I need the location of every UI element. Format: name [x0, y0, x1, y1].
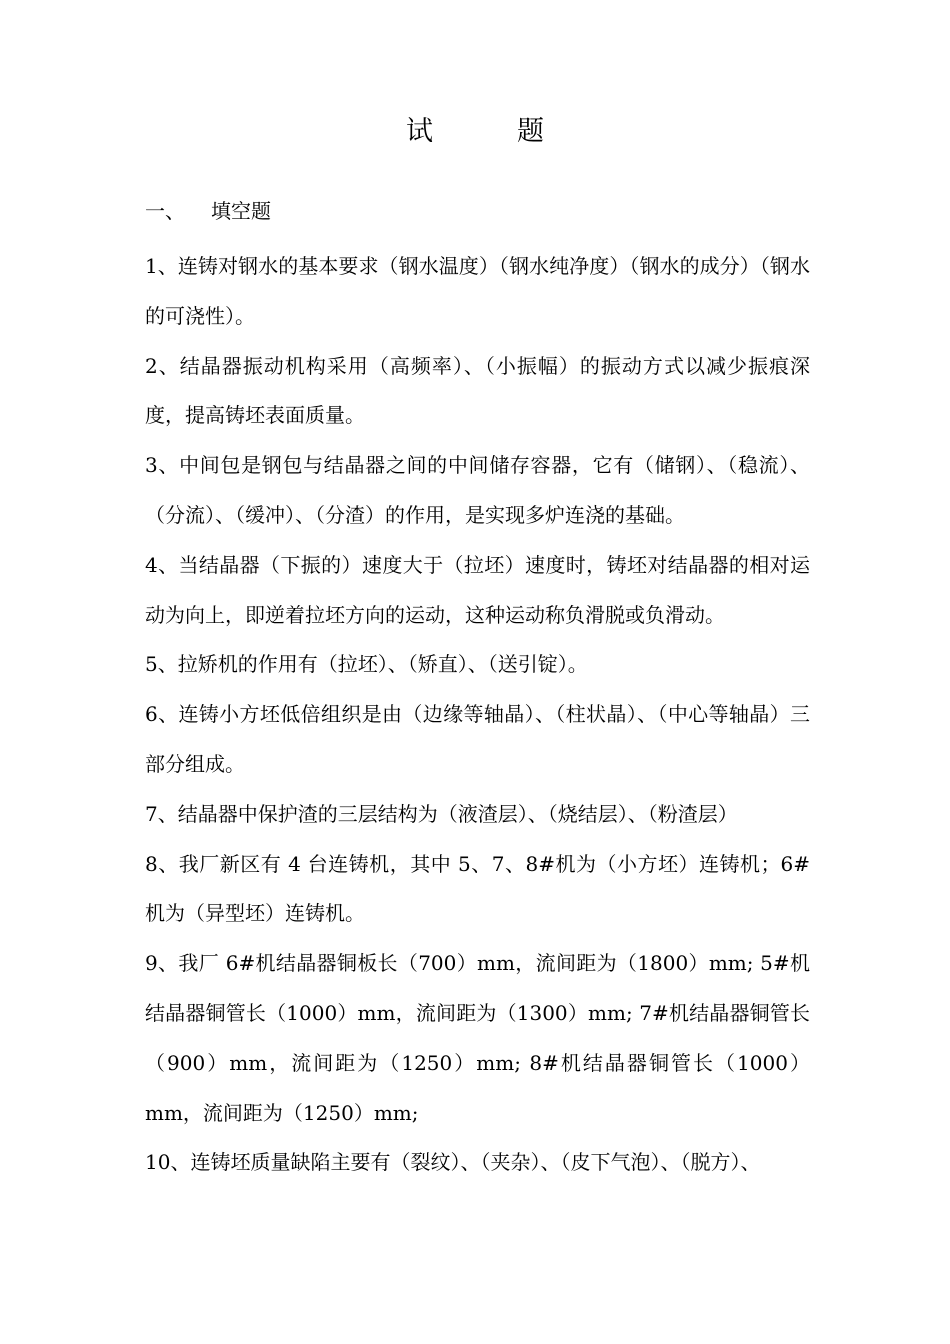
question-8: 8、我厂新区有 4 台连铸机，其中 5、7、8#机为（小方坯）连铸机；6#机为（异型坯）连铸机。: [145, 851, 810, 926]
question-5: 5、拉矫机的作用有（拉坯）、（矫直）、（送引锭）。: [145, 652, 588, 677]
page-title: [0, 112, 950, 152]
section-title: 填空题: [211, 199, 271, 223]
question-10: 10、连铸坯质量缺陷主要有（裂纹）、（夹杂）、（皮下气泡）、（脱方）、: [145, 1150, 761, 1175]
question-1: 1、连铸对钢水的基本要求（钢水温度）（钢水纯净度）（钢水的成分）（钢水的可浇性）。: [145, 254, 810, 328]
title-char-2: 题: [517, 116, 544, 147]
question-9: 9、我厂 6#机结晶器铜板长（700）mm，流间距为（1800）mm; 5#机结晶器铜管长（1000）mm，流间距为（1300）mm; 7#机结晶器铜管长（900）mm，流间距为（1250）mm; 8#机结晶器铜管长（1000）mm，流间距为（1250）mm;: [145, 951, 810, 1125]
section-heading: [145, 193, 271, 229]
question-list: [145, 242, 810, 1188]
title-char-1: 试: [406, 116, 433, 147]
question-7: 7、结晶器中保护渣的三层结构为（液渣层）、（烧结层）、（粉渣层）: [145, 801, 738, 826]
question-2: 2、结晶器振动机构采用（高频率）、（小振幅）的振动方式以减少振痕深度，提高铸坯表面质量。: [145, 353, 810, 428]
question-4: 4、当结晶器（下振的）速度大于（拉坯）速度时，铸坯对结晶器的相对运动为向上，即逆着拉坯方向的运动，这种运动称负滑脱或负滑动。: [145, 552, 810, 627]
section-number: 一、: [145, 199, 185, 223]
question-6: 6、连铸小方坯低倍组织是由（边缘等轴晶）、（柱状晶）、（中心等轴晶）三部分组成。: [145, 702, 810, 776]
question-3: 3、中间包是钢包与结晶器之间的中间储存容器，它有（储钢）、（稳流）、（分流）、（缓冲）、（分渣）的作用，是实现多炉连浇的基础。: [145, 453, 810, 527]
